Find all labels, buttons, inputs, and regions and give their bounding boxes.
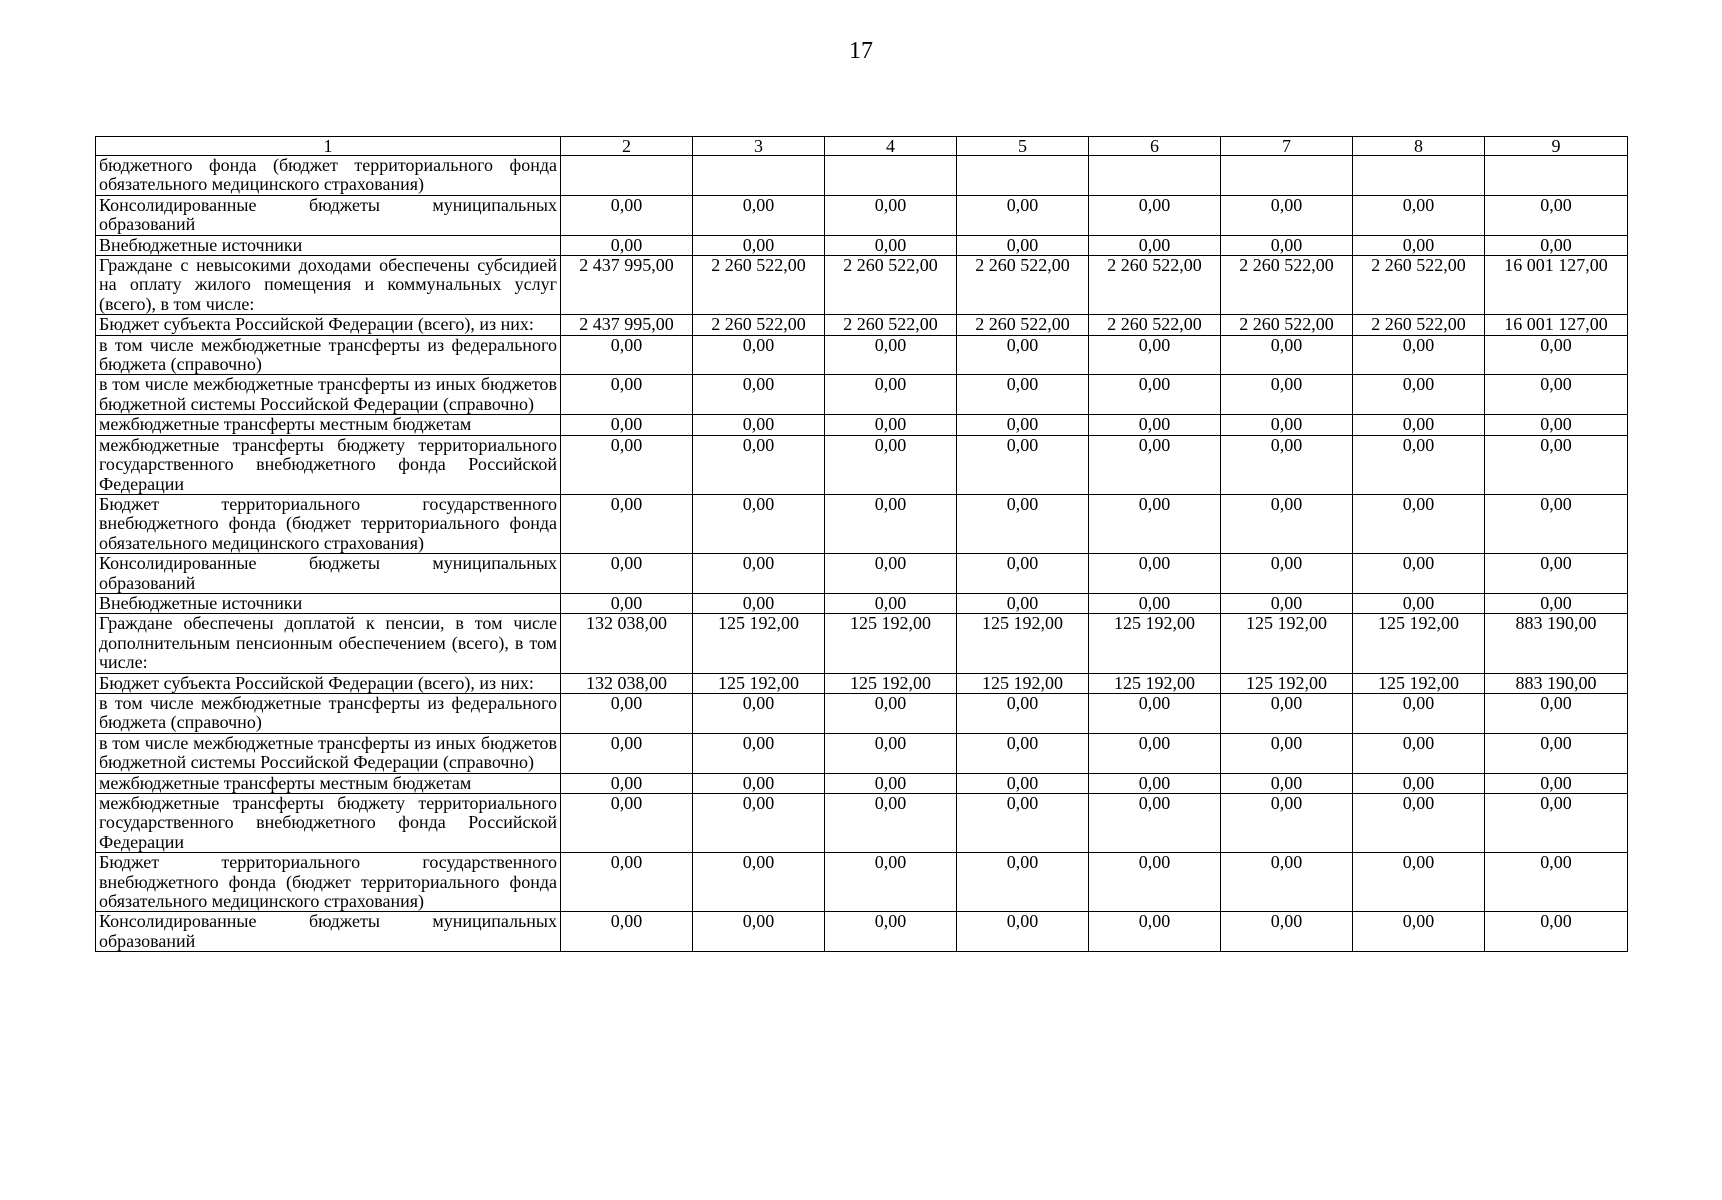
cell-col-7: 0,00 (1221, 494, 1353, 553)
cell-col-2: 0,00 (561, 912, 693, 952)
header-row (96, 137, 1628, 156)
cell-col-7: 0,00 (1221, 435, 1353, 494)
table-row (96, 315, 1628, 335)
cell-col-5: 0,00 (957, 435, 1089, 494)
row-label: Бюджет территориального государственного внебюджетного фонда (бюджет территориального фонда обязательного медицинского страхования) (96, 494, 561, 553)
cell-col-5: 0,00 (957, 693, 1089, 733)
cell-col-8: 0,00 (1353, 593, 1485, 613)
cell-col-5: 0,00 (957, 494, 1089, 553)
cell-col-5: 2 260 522,00 (957, 256, 1089, 315)
cell-col-3: 0,00 (693, 593, 825, 613)
cell-col-6: 125 192,00 (1089, 614, 1221, 673)
cell-col-9: 0,00 (1485, 375, 1628, 415)
cell-col-9: 0,00 (1485, 554, 1628, 594)
cell-col-5 (957, 156, 1089, 196)
row-label: Граждане с невысокими доходами обеспечены субсидией на оплату жилого помещения и коммунальных услуг (всего), в том числе: (96, 256, 561, 315)
cell-col-3: 0,00 (693, 235, 825, 255)
cell-col-2: 0,00 (561, 375, 693, 415)
row-label: межбюджетные трансферты бюджету территориального государственного внебюджетного фонда Российской Федерации (96, 794, 561, 853)
table-row (96, 195, 1628, 235)
row-label: Граждане обеспечены доплатой к пенсии, в том числе дополнительным пенсионным обеспечением (всего), в том числе: (96, 614, 561, 673)
cell-col-6: 0,00 (1089, 554, 1221, 594)
table-row (96, 773, 1628, 793)
cell-col-5: 0,00 (957, 415, 1089, 435)
cell-col-4: 0,00 (825, 912, 957, 952)
row-label: Бюджет территориального государственного внебюджетного фонда (бюджет территориального фонда обязательного медицинского страхования) (96, 853, 561, 912)
header-col-6: 6 (1089, 137, 1221, 156)
table-row (96, 794, 1628, 853)
cell-col-8: 125 192,00 (1353, 614, 1485, 673)
cell-col-2: 0,00 (561, 435, 693, 494)
cell-col-8 (1353, 156, 1485, 196)
cell-col-4: 0,00 (825, 853, 957, 912)
cell-col-5: 0,00 (957, 235, 1089, 255)
cell-col-4: 0,00 (825, 435, 957, 494)
cell-col-3: 0,00 (693, 853, 825, 912)
cell-col-4: 0,00 (825, 415, 957, 435)
cell-col-7: 125 192,00 (1221, 673, 1353, 693)
table-row (96, 593, 1628, 613)
cell-col-6: 0,00 (1089, 794, 1221, 853)
cell-col-8: 0,00 (1353, 853, 1485, 912)
table-row (96, 853, 1628, 912)
header-col-2: 2 (561, 137, 693, 156)
cell-col-5: 125 192,00 (957, 614, 1089, 673)
cell-col-6 (1089, 156, 1221, 196)
cell-col-6: 125 192,00 (1089, 673, 1221, 693)
cell-col-7: 0,00 (1221, 593, 1353, 613)
table-row (96, 494, 1628, 553)
row-label: межбюджетные трансферты бюджету территориального государственного внебюджетного фонда Российской Федерации (96, 435, 561, 494)
cell-col-7: 0,00 (1221, 794, 1353, 853)
row-label: Бюджет субъекта Российской Федерации (всего), из них: (96, 315, 561, 335)
table-row (96, 693, 1628, 733)
row-label: Внебюджетные источники (96, 235, 561, 255)
cell-col-7: 0,00 (1221, 912, 1353, 952)
header-col-5: 5 (957, 137, 1089, 156)
table-row (96, 415, 1628, 435)
cell-col-3: 125 192,00 (693, 614, 825, 673)
cell-col-6: 0,00 (1089, 593, 1221, 613)
cell-col-6: 0,00 (1089, 494, 1221, 553)
page-number: 17 (849, 38, 873, 64)
cell-col-4: 0,00 (825, 375, 957, 415)
header-col-8: 8 (1353, 137, 1485, 156)
cell-col-6: 0,00 (1089, 733, 1221, 773)
cell-col-8: 2 260 522,00 (1353, 315, 1485, 335)
row-label: межбюджетные трансферты местным бюджетам (96, 415, 561, 435)
cell-col-9: 0,00 (1485, 853, 1628, 912)
cell-col-6: 0,00 (1089, 693, 1221, 733)
cell-col-9: 0,00 (1485, 794, 1628, 853)
cell-col-2: 132 038,00 (561, 614, 693, 673)
cell-col-2: 0,00 (561, 773, 693, 793)
cell-col-6: 0,00 (1089, 235, 1221, 255)
cell-col-8: 0,00 (1353, 494, 1485, 553)
cell-col-4: 125 192,00 (825, 673, 957, 693)
row-label: Бюджет субъекта Российской Федерации (всего), из них: (96, 673, 561, 693)
cell-col-4: 0,00 (825, 773, 957, 793)
cell-col-2: 0,00 (561, 693, 693, 733)
cell-col-8: 0,00 (1353, 335, 1485, 375)
cell-col-6: 0,00 (1089, 773, 1221, 793)
cell-col-7: 0,00 (1221, 853, 1353, 912)
cell-col-3: 0,00 (693, 733, 825, 773)
cell-col-3 (693, 156, 825, 196)
cell-col-9: 0,00 (1485, 195, 1628, 235)
cell-col-4: 0,00 (825, 195, 957, 235)
row-label: Внебюджетные источники (96, 593, 561, 613)
cell-col-2: 0,00 (561, 335, 693, 375)
cell-col-8: 0,00 (1353, 773, 1485, 793)
cell-col-3: 0,00 (693, 415, 825, 435)
cell-col-3: 0,00 (693, 554, 825, 594)
row-label: в том числе межбюджетные трансферты из федерального бюджета (справочно) (96, 335, 561, 375)
header-col-3: 3 (693, 137, 825, 156)
cell-col-8: 0,00 (1353, 375, 1485, 415)
cell-col-6: 2 260 522,00 (1089, 256, 1221, 315)
cell-col-5: 0,00 (957, 912, 1089, 952)
table-row (96, 256, 1628, 315)
cell-col-5: 0,00 (957, 593, 1089, 613)
cell-col-6: 0,00 (1089, 195, 1221, 235)
cell-col-7: 2 260 522,00 (1221, 256, 1353, 315)
cell-col-6: 0,00 (1089, 415, 1221, 435)
cell-col-5: 2 260 522,00 (957, 315, 1089, 335)
cell-col-8: 0,00 (1353, 435, 1485, 494)
table-body (96, 156, 1628, 952)
cell-col-5: 0,00 (957, 733, 1089, 773)
cell-col-3: 0,00 (693, 195, 825, 235)
cell-col-8: 0,00 (1353, 693, 1485, 733)
cell-col-4: 0,00 (825, 235, 957, 255)
cell-col-6: 0,00 (1089, 375, 1221, 415)
cell-col-3: 2 260 522,00 (693, 256, 825, 315)
cell-col-2: 0,00 (561, 733, 693, 773)
cell-col-4: 0,00 (825, 733, 957, 773)
cell-col-6: 0,00 (1089, 853, 1221, 912)
cell-col-3: 0,00 (693, 912, 825, 952)
cell-col-3: 125 192,00 (693, 673, 825, 693)
table-row (96, 673, 1628, 693)
cell-col-4: 0,00 (825, 693, 957, 733)
row-label: в том числе межбюджетные трансферты из иных бюджетов бюджетной системы Российской Федерации (справочно) (96, 733, 561, 773)
cell-col-3: 0,00 (693, 794, 825, 853)
cell-col-5: 0,00 (957, 195, 1089, 235)
cell-col-3: 0,00 (693, 693, 825, 733)
cell-col-9: 0,00 (1485, 415, 1628, 435)
cell-col-9: 0,00 (1485, 733, 1628, 773)
cell-col-9: 0,00 (1485, 773, 1628, 793)
cell-col-8: 2 260 522,00 (1353, 256, 1485, 315)
cell-col-4: 125 192,00 (825, 614, 957, 673)
cell-col-3: 2 260 522,00 (693, 315, 825, 335)
cell-col-2: 0,00 (561, 593, 693, 613)
cell-col-6: 2 260 522,00 (1089, 315, 1221, 335)
cell-col-2: 0,00 (561, 494, 693, 553)
cell-col-8: 0,00 (1353, 235, 1485, 255)
cell-col-8: 0,00 (1353, 195, 1485, 235)
cell-col-4: 2 260 522,00 (825, 315, 957, 335)
cell-col-2: 0,00 (561, 415, 693, 435)
cell-col-3: 0,00 (693, 435, 825, 494)
cell-col-5: 0,00 (957, 335, 1089, 375)
header-col-7: 7 (1221, 137, 1353, 156)
cell-col-9: 0,00 (1485, 693, 1628, 733)
cell-col-4: 0,00 (825, 593, 957, 613)
cell-col-8: 0,00 (1353, 912, 1485, 952)
cell-col-2: 0,00 (561, 195, 693, 235)
cell-col-3: 0,00 (693, 335, 825, 375)
table-row (96, 554, 1628, 594)
cell-col-4: 0,00 (825, 794, 957, 853)
cell-col-8: 0,00 (1353, 794, 1485, 853)
cell-col-7 (1221, 156, 1353, 196)
cell-col-6: 0,00 (1089, 912, 1221, 952)
cell-col-7: 0,00 (1221, 554, 1353, 594)
cell-col-7: 0,00 (1221, 773, 1353, 793)
cell-col-2: 0,00 (561, 235, 693, 255)
row-label: межбюджетные трансферты местным бюджетам (96, 773, 561, 793)
cell-col-9: 0,00 (1485, 335, 1628, 375)
cell-col-2 (561, 156, 693, 196)
cell-col-4: 0,00 (825, 554, 957, 594)
cell-col-2: 2 437 995,00 (561, 315, 693, 335)
cell-col-3: 0,00 (693, 494, 825, 553)
cell-col-8: 0,00 (1353, 554, 1485, 594)
header-col-9: 9 (1485, 137, 1628, 156)
cell-col-2: 0,00 (561, 554, 693, 594)
table-row (96, 335, 1628, 375)
cell-col-6: 0,00 (1089, 335, 1221, 375)
row-label: бюджетного фонда (бюджет территориального фонда обязательного медицинского страхования) (96, 156, 561, 196)
cell-col-2: 0,00 (561, 853, 693, 912)
cell-col-7: 0,00 (1221, 195, 1353, 235)
row-label: Консолидированные бюджеты муниципальных образований (96, 912, 561, 952)
cell-col-3: 0,00 (693, 375, 825, 415)
cell-col-2: 0,00 (561, 794, 693, 853)
table-row (96, 435, 1628, 494)
row-label: Консолидированные бюджеты муниципальных образований (96, 195, 561, 235)
table-row (96, 156, 1628, 196)
cell-col-3: 0,00 (693, 773, 825, 793)
cell-col-5: 0,00 (957, 794, 1089, 853)
header-col-1: 1 (96, 137, 561, 156)
cell-col-5: 125 192,00 (957, 673, 1089, 693)
budget-table (95, 136, 1628, 952)
table-row (96, 912, 1628, 952)
cell-col-8: 125 192,00 (1353, 673, 1485, 693)
cell-col-9: 0,00 (1485, 494, 1628, 553)
cell-col-7: 0,00 (1221, 235, 1353, 255)
cell-col-7: 0,00 (1221, 415, 1353, 435)
cell-col-7: 125 192,00 (1221, 614, 1353, 673)
cell-col-6: 0,00 (1089, 435, 1221, 494)
cell-col-5: 0,00 (957, 853, 1089, 912)
cell-col-9: 16 001 127,00 (1485, 315, 1628, 335)
row-label: Консолидированные бюджеты муниципальных образований (96, 554, 561, 594)
cell-col-8: 0,00 (1353, 415, 1485, 435)
cell-col-5: 0,00 (957, 375, 1089, 415)
table-row (96, 614, 1628, 673)
cell-col-9: 883 190,00 (1485, 614, 1628, 673)
cell-col-9: 883 190,00 (1485, 673, 1628, 693)
cell-col-7: 0,00 (1221, 375, 1353, 415)
row-label: в том числе межбюджетные трансферты из иных бюджетов бюджетной системы Российской Федерации (справочно) (96, 375, 561, 415)
cell-col-9: 16 001 127,00 (1485, 256, 1628, 315)
cell-col-9: 0,00 (1485, 435, 1628, 494)
cell-col-7: 2 260 522,00 (1221, 315, 1353, 335)
cell-col-7: 0,00 (1221, 335, 1353, 375)
cell-col-4: 0,00 (825, 494, 957, 553)
header-col-4: 4 (825, 137, 957, 156)
cell-col-7: 0,00 (1221, 693, 1353, 733)
cell-col-2: 2 437 995,00 (561, 256, 693, 315)
cell-col-5: 0,00 (957, 773, 1089, 793)
cell-col-7: 0,00 (1221, 733, 1353, 773)
table-row (96, 375, 1628, 415)
cell-col-4: 2 260 522,00 (825, 256, 957, 315)
cell-col-5: 0,00 (957, 554, 1089, 594)
cell-col-9: 0,00 (1485, 235, 1628, 255)
table-row (96, 733, 1628, 773)
cell-col-4: 0,00 (825, 335, 957, 375)
cell-col-9 (1485, 156, 1628, 196)
cell-col-8: 0,00 (1353, 733, 1485, 773)
cell-col-2: 132 038,00 (561, 673, 693, 693)
table-row (96, 235, 1628, 255)
cell-col-4 (825, 156, 957, 196)
row-label: в том числе межбюджетные трансферты из федерального бюджета (справочно) (96, 693, 561, 733)
cell-col-9: 0,00 (1485, 593, 1628, 613)
cell-col-9: 0,00 (1485, 912, 1628, 952)
